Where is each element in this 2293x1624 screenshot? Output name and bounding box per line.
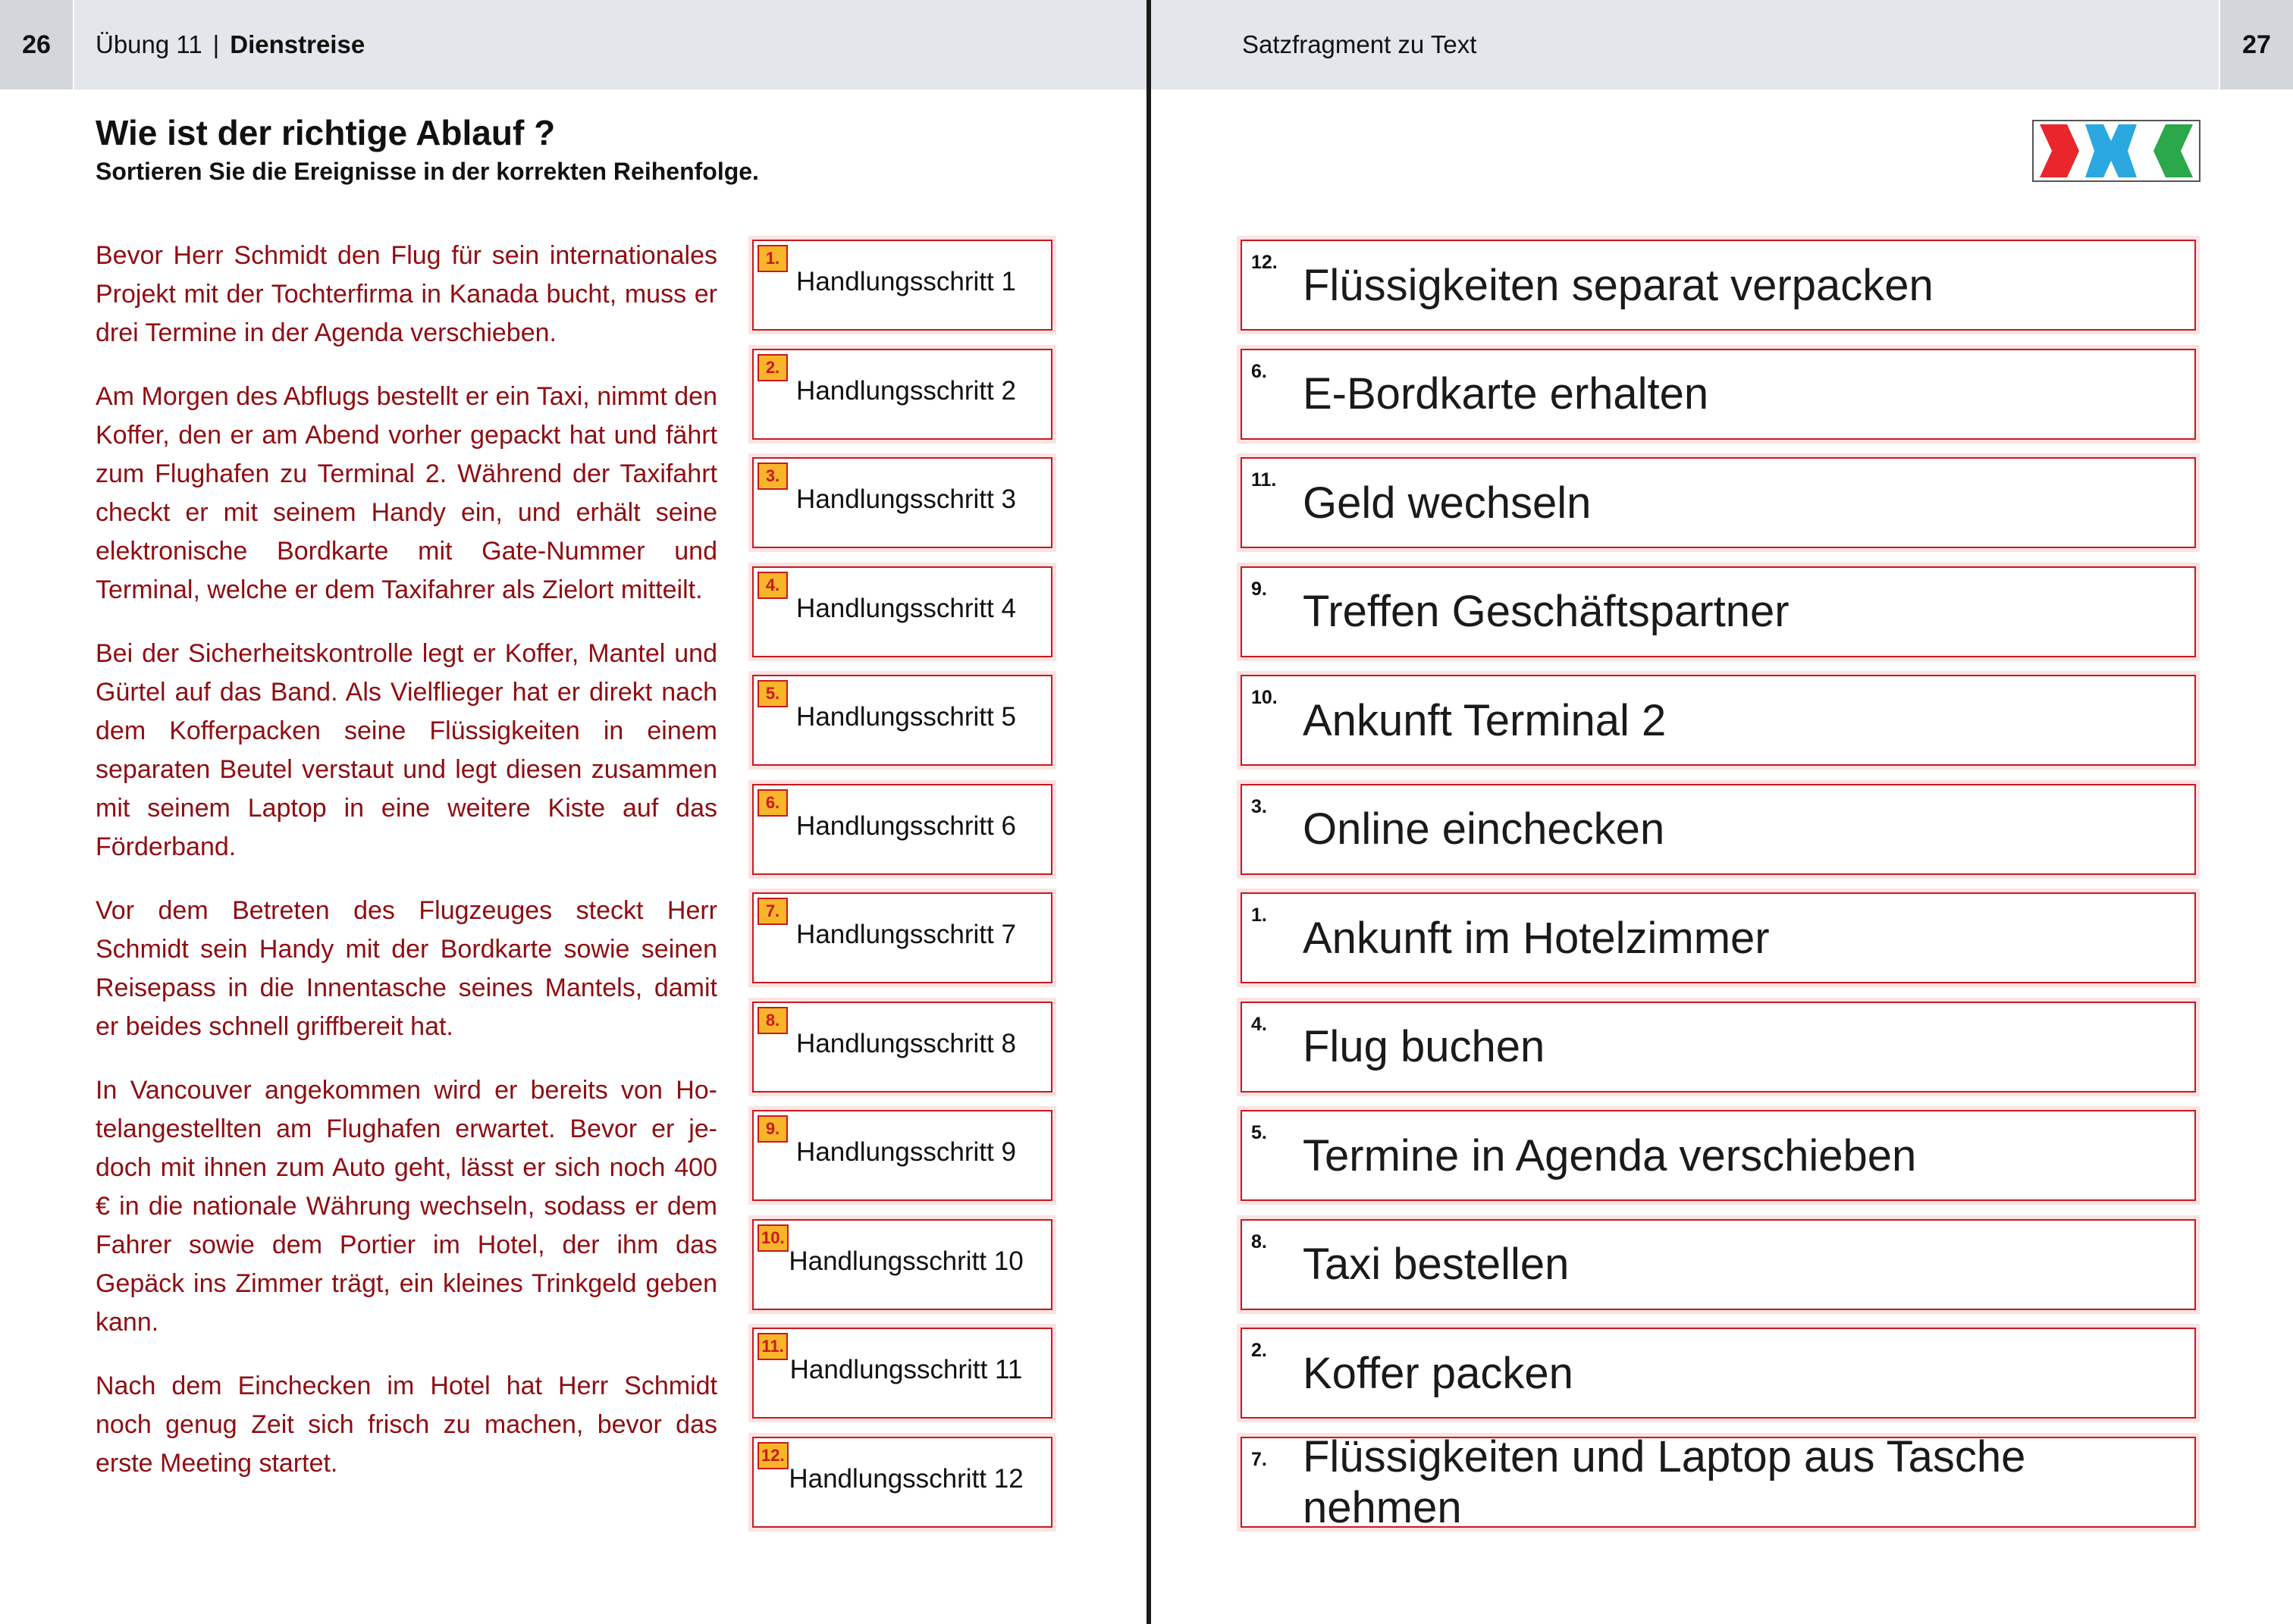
step-slot-11[interactable]	[752, 1328, 1052, 1419]
step-number-badge: 4.	[758, 572, 788, 599]
step-label: Handlungsschritt 4	[796, 593, 1016, 623]
event-text: E-Bordkarte erhalten	[1303, 369, 1709, 419]
story-paragraph: Bevor Herr Schmidt den Flug für sein internationales Projekt mit der Tochterfirma in Kanada bucht, muss er drei Termine in der Agenda verschieben.	[96, 241, 717, 347]
breadcrumb	[96, 0, 365, 89]
step-number-badge: 6.	[758, 789, 788, 817]
event-item[interactable]	[1241, 457, 2196, 548]
step-label: Handlungsschritt 2	[796, 375, 1016, 406]
step-number-badge: 7.	[758, 898, 788, 925]
story-paragraph: Bei der Sicherheitskontrolle legt er Koffer, Mantel und Gürtel auf das Band. Als Vielflieger hat er direkt nach dem Kofferpacken seine Flüssigkeiten in einem separaten Beutel verstaut und legt diesen zusammen mit seinem Laptop in eine weitere Kiste auf das Förderband.	[96, 639, 717, 861]
step-slot-5[interactable]	[752, 675, 1052, 766]
step-slot-6[interactable]	[752, 784, 1052, 875]
story-paragraph: Am Morgen des Abflugs bestellt er ein Taxi, nimmt den Koffer, den er am Abend vorher gepackt hat und fährt zum Flughafen zu Terminal 2. Während der Taxifahrt checkt er mit seinem Handy ein, und erhält seine elektronische Bordkarte mit Gate-Nummer und Terminal, welche er dem Taxifahrer als Zielort mitteilt.	[96, 382, 717, 604]
event-text: Ankunft Terminal 2	[1303, 695, 1667, 745]
event-item[interactable]	[1241, 1219, 2196, 1310]
step-label: Handlungsschritt 1	[796, 267, 1016, 296]
event-number: 9.	[1251, 578, 1267, 600]
event-text: Ankunft im Hotelzimmer	[1303, 913, 1770, 963]
step-slot-8[interactable]	[752, 1002, 1052, 1093]
step-slot-1[interactable]	[752, 240, 1052, 331]
event-number: 5.	[1251, 1122, 1267, 1143]
step-slot-2[interactable]	[752, 349, 1052, 440]
exercise-label: Übung 11	[96, 30, 202, 58]
step-slot-12[interactable]	[752, 1437, 1052, 1528]
step-slot-10[interactable]	[752, 1219, 1052, 1310]
step-label: Handlungsschritt 9	[796, 1137, 1016, 1167]
step-label: Handlungsschritt 8	[796, 1028, 1016, 1058]
step-slot-4[interactable]	[752, 566, 1052, 657]
left-page	[0, 0, 1146, 1624]
step-slot-7[interactable]	[752, 892, 1052, 983]
step-slot-9[interactable]	[752, 1110, 1052, 1201]
event-number: 10.	[1251, 687, 1278, 708]
event-text: Koffer packen	[1303, 1348, 1573, 1398]
story-text	[96, 237, 717, 1508]
step-label: Handlungsschritt 6	[796, 810, 1016, 841]
event-text: Online einchecken	[1303, 804, 1665, 854]
event-item[interactable]	[1241, 1328, 2196, 1419]
step-label: Handlungsschritt 3	[796, 484, 1016, 514]
story-paragraph: In Vancouver angekommen wird er bereits von Hotelangestellten am Flughafen erwartet. Bevor er jedoch mit ihnen zum Auto geht, lässt er sich noch 400 € in die nationale Währung wechseln, sodass er dem Fahrer sowie dem Portier im Hotel, der ihm das Gepäck ins Zimmer trägt, ein kleines Trinkgeld geben kann.	[96, 1076, 717, 1337]
topic-label: Dienstreise	[230, 30, 365, 58]
step-number-badge: 2.	[758, 354, 788, 381]
event-item[interactable]	[1241, 349, 2196, 440]
step-number-badge: 8.	[758, 1007, 788, 1034]
story-paragraph: Vor dem Betreten des Flugzeuges steckt Herr Schmidt sein Handy mit der Bordkarte sowie seinen Reisepass in die Innentasche seines Mantels, damit er beides schnell griffbereit hat.	[96, 896, 717, 1041]
event-item[interactable]	[1241, 1110, 2196, 1201]
event-number: 12.	[1251, 252, 1278, 273]
story-paragraph: Nach dem Einchecken im Hotel hat Herr Schmidt noch genug Zeit sich frisch zu machen, bevor das erste Meeting startet.	[96, 1372, 717, 1478]
event-item[interactable]	[1241, 892, 2196, 983]
event-item[interactable]	[1241, 784, 2196, 875]
breadcrumb-separator: |	[212, 30, 220, 58]
step-label: Handlungsschritt 11	[789, 1355, 1023, 1384]
left-page-header	[0, 0, 1146, 89]
event-number: 4.	[1251, 1013, 1267, 1035]
step-number-badge: 3.	[758, 462, 788, 490]
step-number-badge: 9.	[758, 1115, 788, 1143]
event-text: Geld wechseln	[1303, 478, 1592, 528]
event-text: Flug buchen	[1303, 1022, 1545, 1071]
event-text: Flüssigkeiten separat verpacken	[1303, 260, 1934, 310]
page-number: 26	[0, 0, 74, 89]
event-number: 3.	[1251, 795, 1267, 817]
step-number-badge: 11.	[758, 1333, 788, 1360]
step-number-badge: 1.	[758, 245, 788, 272]
step-slot-3[interactable]	[752, 457, 1052, 548]
event-number: 11.	[1251, 469, 1277, 491]
step-number-badge: 5.	[758, 680, 788, 707]
event-item[interactable]	[1241, 1431, 2196, 1532]
step-number-badge: 10.	[758, 1224, 789, 1252]
publisher-logo	[2032, 120, 2200, 186]
event-text: Treffen Geschäftspartner	[1303, 587, 1790, 636]
event-number: 6.	[1251, 360, 1267, 382]
instruction-text: Sortieren Sie die Ereignisse in der korrekten Reihenfolge.	[96, 158, 759, 185]
step-label: Handlungsschritt 7	[796, 920, 1016, 949]
event-item[interactable]	[1241, 675, 2196, 766]
page-title: Wie ist der richtige Ablauf ?	[96, 113, 556, 152]
event-item[interactable]	[1241, 1002, 2196, 1093]
step-label: Handlungsschritt 12	[789, 1463, 1024, 1494]
step-number-badge: 12.	[758, 1442, 789, 1469]
right-page	[1151, 0, 2293, 1624]
event-number: 8.	[1251, 1231, 1267, 1252]
step-label: Handlungsschritt 10	[789, 1246, 1024, 1276]
page-number: 27	[2219, 0, 2293, 89]
step-label: Handlungsschritt 5	[796, 702, 1016, 732]
event-number: 2.	[1251, 1340, 1267, 1361]
event-number: 7.	[1251, 1448, 1267, 1470]
right-page-header	[1151, 0, 2293, 89]
event-item[interactable]	[1241, 566, 2196, 657]
event-text: Termine in Agenda verschieben	[1303, 1130, 1917, 1180]
header-title: Satzfragment zu Text	[1242, 30, 1477, 58]
event-text: Flüssigkeiten und Laptop aus Tasche nehmen	[1303, 1431, 2026, 1532]
event-text: Taxi bestellen	[1303, 1240, 1570, 1289]
event-number: 1.	[1251, 904, 1267, 926]
event-item[interactable]	[1241, 240, 2196, 331]
